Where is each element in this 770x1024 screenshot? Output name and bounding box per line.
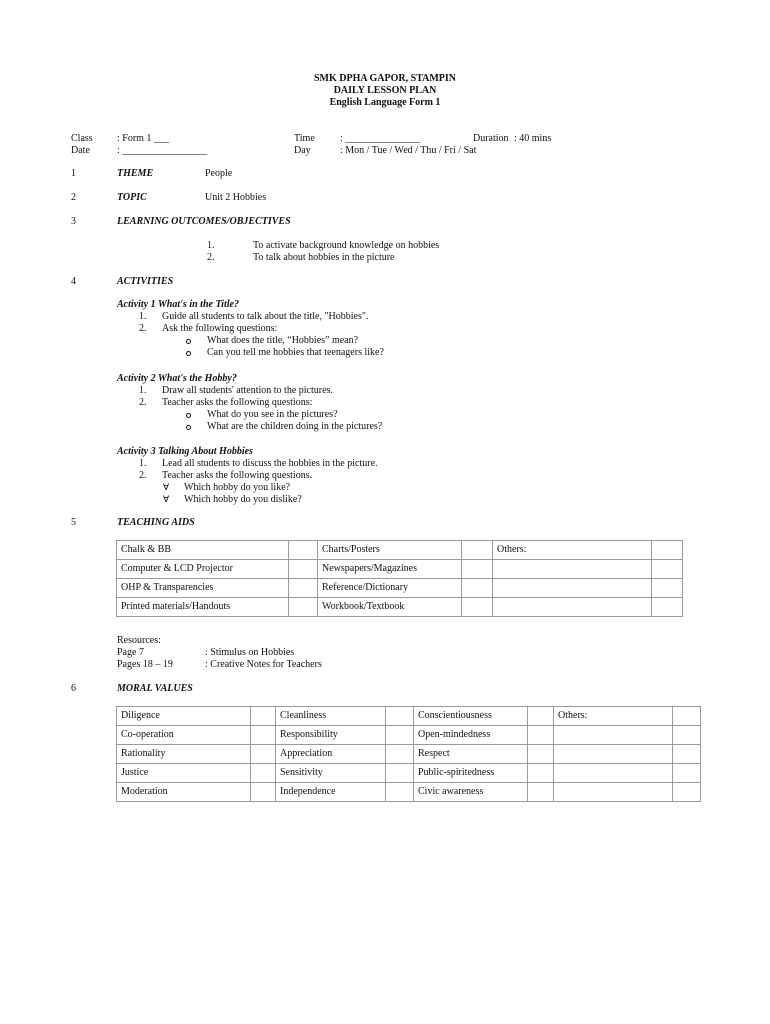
class-value: : Form 1 ___ (117, 133, 169, 144)
checkbox-cell[interactable] (462, 579, 493, 598)
date-value: : _________________ (117, 145, 208, 156)
checkbox-cell[interactable] (528, 707, 554, 726)
activity-step: Teacher asks the following questions: (162, 397, 313, 408)
table-cell: Diligence (117, 707, 251, 726)
table-cell: Co-operation (117, 726, 251, 745)
activity-question: What do you see in the pictures? (207, 409, 338, 420)
activity-3-title: Activity 3 Talking About Hobbies (117, 446, 253, 457)
bullet-circle-icon (186, 422, 191, 434)
checkbox-cell[interactable] (652, 541, 683, 560)
checkbox-cell[interactable] (251, 764, 276, 783)
table-cell: Respect (414, 745, 528, 764)
learning-outcomes-heading: LEARNING OUTCOMES/OBJECTIVES (117, 216, 291, 227)
class-label: Class (71, 133, 93, 144)
moral-values-table (116, 706, 701, 802)
table-cell: Open-mindedness (414, 726, 528, 745)
table-cell: Conscientiousness (414, 707, 528, 726)
table-cell: Civic awareness (414, 783, 528, 802)
checkbox-cell[interactable] (289, 541, 318, 560)
table-row (117, 783, 701, 802)
checkbox-cell[interactable] (251, 707, 276, 726)
checkbox-cell[interactable] (251, 783, 276, 802)
table-cell: Independence (276, 783, 386, 802)
activity-1-title: Activity 1 What's in the Title? (117, 299, 239, 310)
step-number: 1. (139, 385, 147, 396)
table-cell: Newspapers/Magazines (318, 560, 462, 579)
activity-question: Which hobby do you dislike? (184, 494, 302, 505)
table-row (117, 764, 701, 783)
checkbox-cell[interactable] (251, 745, 276, 764)
theme-value: People (205, 168, 233, 179)
checkbox-cell[interactable] (289, 579, 318, 598)
activity-question: What are the children doing in the pictures? (207, 421, 383, 432)
table-cell: Responsibility (276, 726, 386, 745)
table-cell: Computer & LCD Projector (117, 560, 289, 579)
checkbox-cell[interactable] (462, 541, 493, 560)
day-label: Day (294, 145, 311, 156)
objective-text: To activate background knowledge on hobbies (253, 240, 440, 251)
checkbox-cell[interactable] (462, 598, 493, 617)
table-cell: Moderation (117, 783, 251, 802)
step-number: 2. (139, 323, 147, 334)
date-label: Date (71, 145, 90, 156)
checkbox-cell[interactable] (251, 726, 276, 745)
table-cell: Sensitivity (276, 764, 386, 783)
resource-description: : Creative Notes for Teachers (205, 659, 322, 670)
table-cell: Others: (493, 541, 652, 560)
table-cell: Workbook/Textbook (318, 598, 462, 617)
table-row (117, 745, 701, 764)
caret-icon: Ɐ (163, 483, 170, 493)
time-label: Time (294, 133, 315, 144)
school-name: SMK DPHA GAPOR, STAMPIN (313, 73, 457, 84)
section-number: 6 (71, 683, 76, 694)
step-number: 2. (139, 470, 147, 481)
topic-value: Unit 2 Hobbies (205, 192, 267, 203)
step-number: 1. (139, 311, 147, 322)
resources-heading: Resources: (117, 635, 161, 646)
checkbox-cell[interactable] (652, 560, 683, 579)
activity-question: Which hobby do you like? (184, 482, 291, 493)
moral-values-heading: MORAL VALUES (117, 683, 193, 694)
table-cell: Appreciation (276, 745, 386, 764)
duration-value: : 40 mins (514, 133, 552, 144)
teaching-aids-table (116, 540, 683, 617)
checkbox-cell[interactable] (386, 726, 414, 745)
checkbox-cell[interactable] (386, 764, 414, 783)
checkbox-cell[interactable] (528, 764, 554, 783)
activities-heading: ACTIVITIES (117, 276, 174, 287)
duration-label: Duration (473, 133, 509, 144)
resource-page: Pages 18 – 19 (117, 659, 173, 670)
checkbox-cell[interactable] (528, 745, 554, 764)
activity-step: Draw all students' attention to the pictures. (162, 385, 333, 396)
table-cell: Justice (117, 764, 251, 783)
checkbox-cell[interactable] (289, 598, 318, 617)
section-number: 2 (71, 192, 76, 203)
table-cell (493, 579, 652, 598)
document-title: DAILY LESSON PLAN (333, 85, 437, 96)
activity-question: What does the title, “Hobbies” mean? (207, 335, 359, 346)
section-number: 5 (71, 517, 76, 528)
section-number: 4 (71, 276, 76, 287)
section-number: 1 (71, 168, 76, 179)
table-cell: Rationality (117, 745, 251, 764)
objective-number: 1. (207, 240, 215, 251)
activity-step: Ask the following questions: (162, 323, 278, 334)
table-row (117, 541, 683, 560)
time-value: : _______________ (340, 133, 421, 144)
day-value: : Mon / Tue / Wed / Thu / Fri / Sat (340, 145, 477, 156)
table-cell: Charts/Posters (318, 541, 462, 560)
table-cell (554, 764, 673, 783)
bullet-circle-icon (186, 348, 191, 360)
checkbox-cell[interactable] (528, 726, 554, 745)
table-cell: Reference/Dictionary (318, 579, 462, 598)
bullet-circle-icon (186, 410, 191, 422)
table-cell: Public-spiritedness (414, 764, 528, 783)
topic-heading: TOPIC (117, 192, 147, 203)
resource-description: : Stimulus on Hobbies (205, 647, 295, 658)
table-cell: OHP & Transparencies (117, 579, 289, 598)
checkbox-cell[interactable] (673, 783, 701, 802)
checkbox-cell[interactable] (289, 560, 318, 579)
table-cell (493, 598, 652, 617)
table-row (117, 726, 701, 745)
checkbox-cell[interactable] (528, 783, 554, 802)
table-row (117, 560, 683, 579)
table-cell (554, 783, 673, 802)
checkbox-cell[interactable] (652, 598, 683, 617)
bullet-circle-icon (186, 336, 191, 348)
checkbox-cell[interactable] (652, 579, 683, 598)
table-row (117, 579, 683, 598)
objective-text: To talk about hobbies in the picture (253, 252, 395, 263)
subject-title: English Language Form 1 (329, 97, 441, 108)
section-number: 3 (71, 216, 76, 227)
table-row (117, 598, 683, 617)
checkbox-cell[interactable] (673, 764, 701, 783)
table-cell (554, 726, 673, 745)
checkbox-cell[interactable] (386, 783, 414, 802)
teaching-aids-heading: TEACHING AIDS (117, 517, 195, 528)
activity-question: Can you tell me hobbies that teenagers like? (207, 347, 384, 358)
table-cell (554, 745, 673, 764)
resource-page: Page 7 (117, 647, 144, 658)
table-cell: Printed materials/Handouts (117, 598, 289, 617)
activity-2-title: Activity 2 What's the Hobby? (117, 373, 237, 384)
table-cell: Cleanliness (276, 707, 386, 726)
caret-icon: Ɐ (163, 495, 170, 505)
checkbox-cell[interactable] (673, 726, 701, 745)
activity-step: Teacher asks the following questions. (162, 470, 313, 481)
step-number: 2. (139, 397, 147, 408)
checkbox-cell[interactable] (673, 707, 701, 726)
activity-step: Lead all students to discuss the hobbies in the picture. (162, 458, 378, 469)
checkbox-cell[interactable] (673, 745, 701, 764)
table-cell: Others: (554, 707, 673, 726)
step-number: 1. (139, 458, 147, 469)
objective-number: 2. (207, 252, 215, 263)
activity-step: Guide all students to talk about the title, "Hobbies". (162, 311, 369, 322)
table-cell: Chalk & BB (117, 541, 289, 560)
table-row (117, 707, 701, 726)
table-cell (493, 560, 652, 579)
theme-heading: THEME (117, 168, 154, 179)
checkbox-cell[interactable] (386, 707, 414, 726)
checkbox-cell[interactable] (462, 560, 493, 579)
checkbox-cell[interactable] (386, 745, 414, 764)
